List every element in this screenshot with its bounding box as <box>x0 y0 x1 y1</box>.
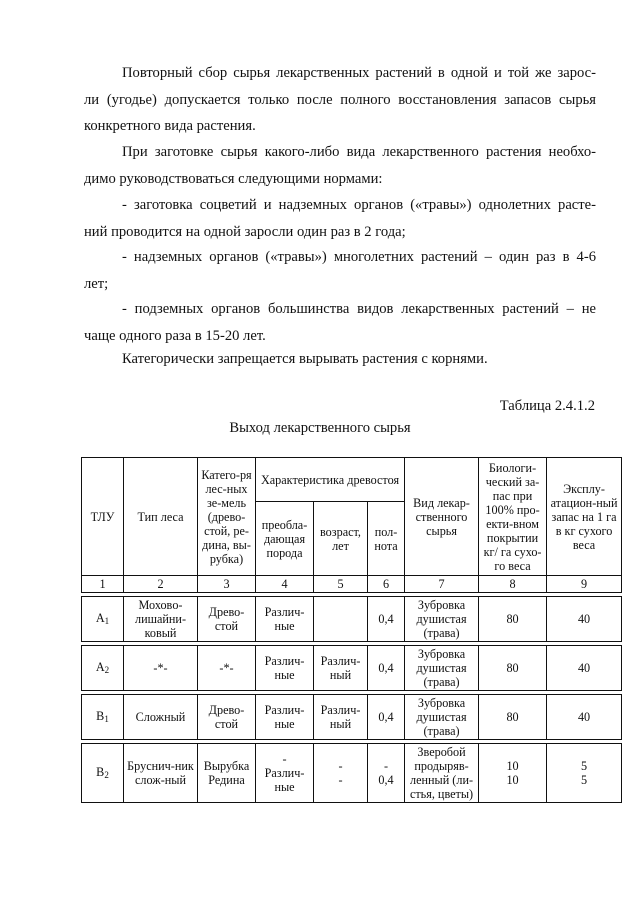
text-line: - подземных органов большинства видов лекарственных растений – не <box>122 301 596 317</box>
table-row <box>82 597 622 642</box>
cell-forest: Бруснич-ник слож-ный <box>124 744 198 803</box>
paragraph-norm-underground <box>84 296 596 349</box>
paragraph-prohibition <box>84 346 596 373</box>
text-line: димо руководствоваться следующими нормами: <box>84 170 383 187</box>
cell-bio: 80 <box>479 695 547 740</box>
col-number: 5 <box>314 576 368 593</box>
text-line: ли (угодье) допускается только после полного восстановления запасов сырья <box>84 91 596 108</box>
cell-dominant: Различ-ные <box>256 597 314 642</box>
raw-yield-table <box>81 457 622 803</box>
cell-exp: 40 <box>547 646 622 691</box>
cell-age: Различ-ный <box>314 695 368 740</box>
text-line: Повторный сбор сырья лекарственных растений в одной и той же зарос- <box>122 65 596 81</box>
table-title: Выход лекарственного сырья <box>229 420 411 436</box>
paragraph-repeat-collection <box>84 60 596 140</box>
col-number: 9 <box>547 576 622 593</box>
header-bio-stock: Биологи-ческий за-пас при 100% про-екти-вном покрытии кг/ га сухо-го веса <box>479 458 547 576</box>
col-number: 6 <box>368 576 405 593</box>
paragraph-norm-perennial <box>84 244 596 297</box>
cell-raw: Зубровка душистая (трава) <box>405 646 479 691</box>
text-line: чаще одного раза в 15-20 лет. <box>84 327 266 344</box>
table-number-row <box>82 576 622 593</box>
text-line: лет; <box>84 275 109 292</box>
header-tlu: ТЛУ <box>82 458 124 576</box>
header-land-category: Катего-ря лес-ных зе-мель (древо-стой, ре-дина, вы-рубка) <box>198 458 256 576</box>
cell-raw: Зверобой продыряв-ленный (ли-стья, цветы) <box>405 744 479 803</box>
cell-land: -*- <box>198 646 256 691</box>
cell-forest: -*- <box>124 646 198 691</box>
cell-forest: Моховo-лишайни-ковый <box>124 597 198 642</box>
cell-land: Древо-стой <box>198 695 256 740</box>
cell-raw: Зубровка душистая (трава) <box>405 597 479 642</box>
text-line: ний проводится на одной заросли один раз в 2 года; <box>84 223 406 240</box>
cell-age <box>314 597 368 642</box>
cell-density: 0,4 <box>368 646 405 691</box>
cell-forest: Сложный <box>124 695 198 740</box>
cell-age: - - <box>314 744 368 803</box>
cell-tlu: $B_2$ <box>82 744 124 803</box>
cell-tlu: $A_1$ <box>82 597 124 642</box>
header-age: возраст, лет <box>314 502 368 576</box>
text-line: Категорически запрещается вырывать растения с корнями. <box>122 351 488 367</box>
header-stand: Характеристика древостоя <box>256 458 405 502</box>
col-number: 7 <box>405 576 479 593</box>
cell-tlu: $A_2$ <box>82 646 124 691</box>
cell-age: Различ-ный <box>314 646 368 691</box>
cell-dominant: Различ-ные <box>256 695 314 740</box>
cell-density: 0,4 <box>368 695 405 740</box>
cell-land: Древо-стой <box>198 597 256 642</box>
col-number: 3 <box>198 576 256 593</box>
cell-exp: 40 <box>547 695 622 740</box>
text-line: При заготовке сырья какого-либо вида лекарственного растения необхо- <box>122 144 596 160</box>
cell-dominant: Различ-ные <box>256 646 314 691</box>
header-exploit-stock: Эксплу-атацион-ный запас на 1 га в кг сухого веса <box>547 458 622 576</box>
cell-bio: 10 10 <box>479 744 547 803</box>
cell-land: Вырубка Редина <box>198 744 256 803</box>
paragraph-norm-annual <box>84 192 596 245</box>
table-row <box>82 744 622 803</box>
cell-tlu: $B_1$ <box>82 695 124 740</box>
header-raw-type: Вид лекар-ственного сырья <box>405 458 479 576</box>
header-forest-type: Тип леса <box>124 458 198 576</box>
cell-exp: 40 <box>547 597 622 642</box>
cell-bio: 80 <box>479 646 547 691</box>
cell-bio: 80 <box>479 597 547 642</box>
paragraph-norms-intro <box>84 139 596 192</box>
text-line: - заготовка соцветий и надземных органов («травы») однолетних расте- <box>122 197 596 213</box>
col-number: 8 <box>479 576 547 593</box>
table-row <box>82 695 622 740</box>
table-row <box>82 646 622 691</box>
cell-raw: Зубровка душистая (трава) <box>405 695 479 740</box>
text-line: конкретного вида растения. <box>84 118 256 134</box>
col-number: 1 <box>82 576 124 593</box>
col-number: 4 <box>256 576 314 593</box>
header-dominant: преобла-дающая порода <box>256 502 314 576</box>
cell-density: 0,4 <box>368 597 405 642</box>
cell-density: - 0,4 <box>368 744 405 803</box>
col-number: 2 <box>124 576 198 593</box>
cell-dominant: - Различ-ные <box>256 744 314 803</box>
header-density: пол-нота <box>368 502 405 576</box>
text-line: - надземных органов («травы») многолетних растений – один раз в 4-6 <box>122 249 596 265</box>
table-header-row <box>82 458 622 502</box>
cell-exp: 5 5 <box>547 744 622 803</box>
table-number: Таблица 2.4.1.2 <box>499 398 595 414</box>
